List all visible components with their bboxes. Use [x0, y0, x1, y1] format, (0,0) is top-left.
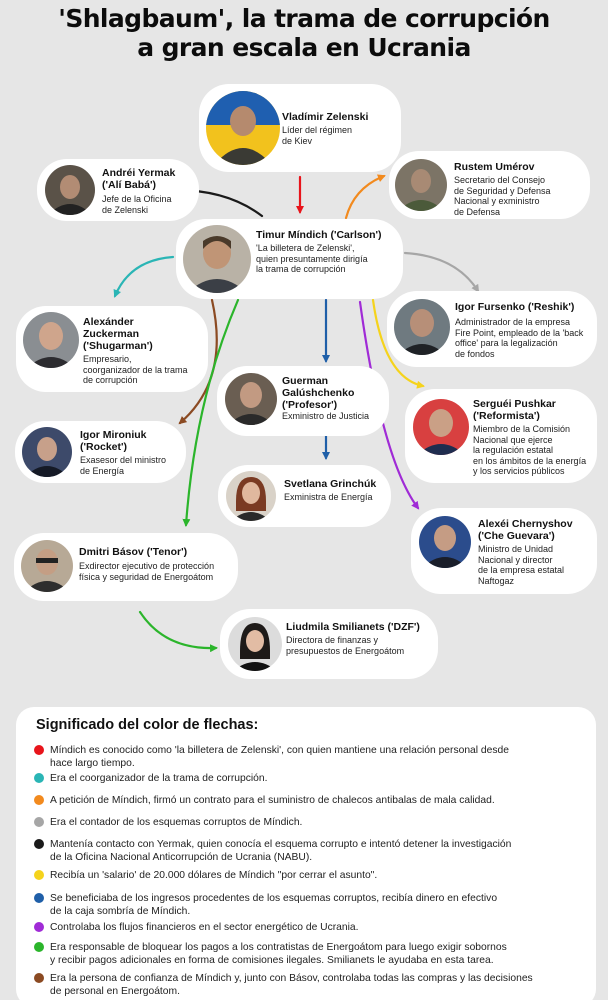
smilianets-name: Liudmila Smilianets ('DZF'): [286, 621, 420, 633]
arrow-orange: [346, 176, 384, 218]
arrow-color-legend: Significado del color de flechas: Míndich es conocido como 'la billetera de Zelenski', con quien mantiene una relación personal desde hace largo tiempo. Era el coorganizador de la trama de corrupción. A petición de Míndich, firmó un contrato para el suministro de chalecos antibalas de mala calidad. Era el contador de los esquemas corruptos de Míndich. Mantenía contacto con Yermak, quien conocía el esquema corrupto e intentó detener la investigación de la Oficina Nacional Anticorrupción de Ucrania (NABU). Recibía un 'salario' de 20.000 dólares de Míndich "por cerrar el asunto". Se beneficiaba de los ingresos procedentes de los esquemas corruptos, recibía dinero en efectivo de la caja sombría de Míndich. Controlaba los flujos financieros en el sector energético de Ucrania. Era responsable de bloquear los pagos a los contratistas de Energoátom para luego exigir sobornos y recibir pagos adicionales en forma de comisiones ilegales. Smilianets le ayudaba en esta tarea. Era la persona de confianza de Míndich y, junto con Básov, controlaba todas las compras y las decisiones de personal en Energoátom.: [16, 707, 596, 1000]
gray-dot-icon: [34, 817, 44, 827]
arrow-gray: [405, 253, 478, 291]
mindich-role: 'La billetera de Zelenski', quien presuntamente dirigía la trama de corrupción: [256, 243, 368, 274]
orange-dot-icon: [34, 795, 44, 805]
red-dot-icon: [34, 745, 44, 755]
mindich-photo: [183, 225, 251, 293]
node-basov: [14, 533, 238, 601]
chernyshov-name: Alexéi Chernyshov ('Che Guevara'): [478, 518, 573, 542]
node-mironiuk: [15, 421, 186, 483]
basov-name: Dmitri Básov ('Tenor'): [79, 546, 188, 558]
yermak-role: Jefe de la Oficina de Zelenski: [102, 194, 172, 215]
black-dot-icon: [34, 839, 44, 849]
pushkar-role: Miembro de la Comisión Nacional que ejerce la regulación estatal en los ámbitos de la energía y los servicios públicos: [473, 424, 587, 476]
chernyshov-role: Ministro de Unidad Nacional y director de la empresa estatal Naftogaz: [478, 544, 565, 586]
legend-title: Significado del color de flechas:: [36, 717, 259, 733]
arrow-teal: [115, 257, 173, 296]
zuckerman-name: Alexánder Zuckerman ('Shugarman'): [83, 316, 153, 352]
zelenski-photo: [206, 91, 280, 165]
yermak-name: Andréi Yermak ('Alí Babá'): [102, 167, 176, 191]
node-galushchenko: [217, 366, 389, 436]
mindich-name: Timur Míndich ('Carlson'): [256, 229, 382, 241]
node-zuckerman: [16, 306, 208, 392]
zuckerman-role: Empresario, coorganizador de la trama de corrupción: [83, 354, 188, 385]
node-mindich: [176, 219, 403, 299]
arrow-green-2: [140, 612, 216, 648]
smilianets-role: Directora de finanzas y presupuestos de Energoátom: [286, 635, 405, 656]
title-line-1: 'Shlagbaum', la trama de corrupción: [58, 4, 550, 33]
node-zelenski: [199, 84, 401, 172]
yermak-photo: [45, 165, 95, 215]
green-dot-icon: [34, 942, 44, 952]
zelenski-name: Vladímir Zelenski: [282, 111, 369, 123]
node-fursenko: [387, 291, 597, 367]
brown-dot-icon: [34, 973, 44, 983]
mironiuk-role: Exasesor del ministro de Energía: [80, 455, 167, 476]
mironiuk-name: Igor Mironiuk ('Rocket'): [80, 429, 147, 453]
basov-photo: [21, 540, 73, 592]
galushchenko-role: Exministro de Justicia: [282, 411, 370, 421]
node-yermak: [37, 159, 199, 221]
page-title: [0, 4, 608, 62]
mironiuk-photo: [22, 427, 72, 477]
title-line-2: a gran escala en Ucrania: [137, 33, 471, 62]
smilianets-photo: [228, 617, 282, 671]
teal-dot-icon: [34, 773, 44, 783]
blue-dot-icon: [34, 893, 44, 903]
zuckerman-photo: [23, 312, 79, 368]
pushkar-photo: [413, 399, 469, 455]
node-grinchuk: [218, 465, 391, 527]
chernyshov-photo: [419, 516, 471, 568]
galushchenko-photo: [225, 373, 277, 425]
node-chernyshov: [411, 508, 597, 594]
node-pushkar: [405, 389, 597, 483]
galushchenko-name: Guerman Galúshchenko ('Profesor'): [282, 375, 355, 411]
pushkar-name: Serguéi Pushkar ('Reformista'): [473, 398, 556, 422]
node-smilianets: [220, 609, 438, 679]
fursenko-photo: [394, 299, 450, 355]
grinchuk-name: Svetlana Grinchúk: [284, 478, 377, 490]
yellow-dot-icon: [34, 870, 44, 880]
zelenski-role: Líder del régimen de Kiev: [282, 125, 353, 146]
fursenko-name: Igor Fursenko ('Reshik'): [455, 301, 575, 313]
umerov-role: Secretario del Consejo de Seguridad y Defensa Nacional y exministro de Defensa: [454, 175, 551, 217]
purple-dot-icon: [34, 922, 44, 932]
grinchuk-role: Exministra de Energía: [284, 492, 373, 502]
basov-role: Exdirector ejecutivo de protección física y seguridad de Energoátom: [79, 561, 215, 582]
umerov-name: Rustem Umérov: [454, 161, 535, 173]
grinchuk-photo: [226, 471, 276, 521]
fursenko-role: Administrador de la empresa Fire Point, empleado de la 'back office' para la legalización de fondos: [455, 317, 584, 359]
node-umerov: [389, 151, 590, 219]
umerov-photo: [395, 159, 447, 211]
